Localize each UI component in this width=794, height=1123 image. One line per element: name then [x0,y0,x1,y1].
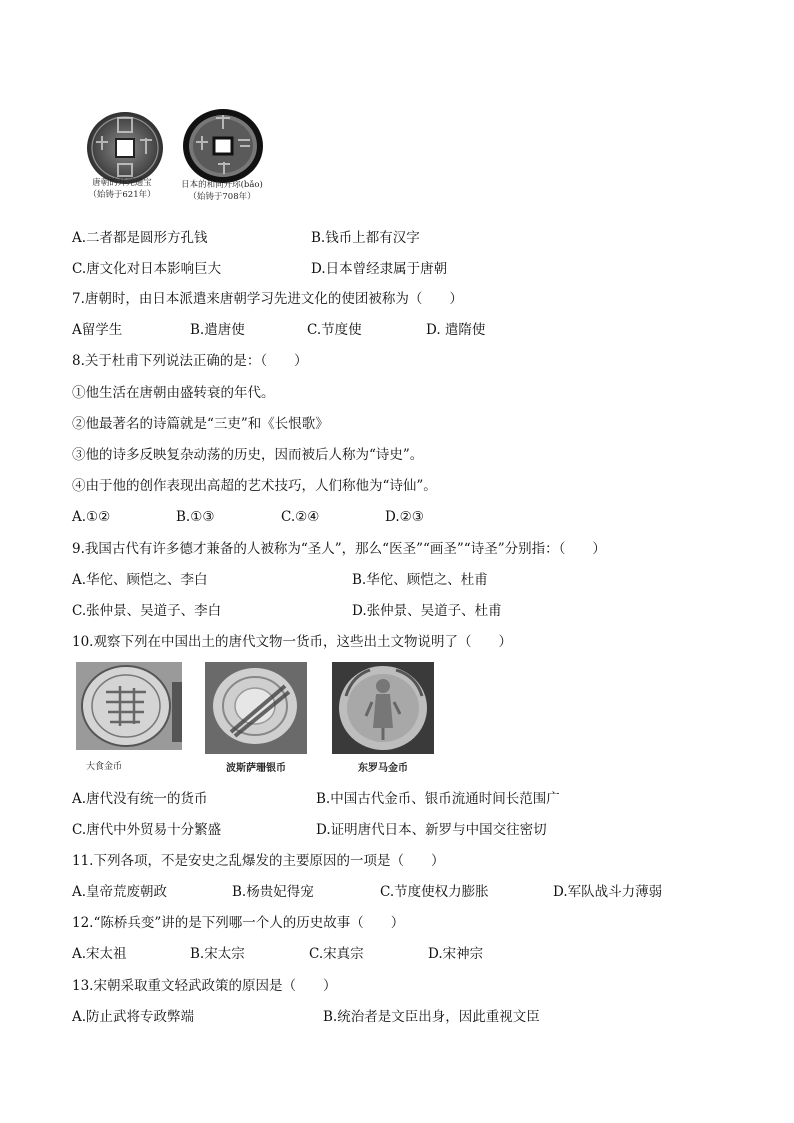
q8-statement-3: ③他的诗多反映复杂动荡的历史，因而被后人称为“诗史”。 [72,447,424,463]
wadokaichin-coin [178,106,268,186]
q6-option-d[interactable]: D.日本曾经隶属于唐朝 [311,261,448,277]
q11-option-c[interactable]: C.节度使权力膨胀 [380,884,489,900]
kaiyuan-tongbao-coin [80,108,170,188]
q9-option-a[interactable]: A.华佗、顾恺之、李白 [72,572,208,588]
coins-figure [76,102,272,210]
q11-option-a[interactable]: A.皇帝荒废朝政 [72,884,168,900]
q11-option-b[interactable]: B.杨贵妃得宠 [232,884,314,900]
dashi-gold-coin [76,662,182,750]
q8-option-a[interactable]: A.①② [72,509,111,525]
q8-option-d[interactable]: D.②③ [385,509,424,525]
japan-coin-caption-1: 日本的和同开珎(bǎo) [181,180,263,190]
q13-option-a[interactable]: A.防止武将专政弊端 [72,1009,195,1025]
byzantine-gold-coin-caption: 东罗马金币 [358,763,408,774]
q10-option-d[interactable]: D.证明唐代日本、新罗与中国交往密切 [316,822,547,838]
q8-option-b[interactable]: B.①③ [176,509,215,525]
q7-stem: 7.唐朝时，由日本派遣来唐朝学习先进文化的使团被称为（ ） [72,291,463,307]
q9-option-b[interactable]: B.华佗、顾恺之、杜甫 [352,572,488,588]
q13-stem: 13.宋朝采取重文轻武政策的原因是（ ） [72,978,337,994]
q8-statement-4: ④由于他的创作表现出高超的艺术技巧，人们称他为“诗仙”。 [72,478,437,494]
q9-option-c[interactable]: C.张仲景、吴道子、李白 [72,603,222,619]
q7-option-d[interactable]: D. 遣隋使 [426,322,486,338]
q8-stem: 8.关于杜甫下列说法正确的是：（ ） [72,353,308,369]
q9-stem: 9.我国古代有许多德才兼备的人被称为“圣人”，那么“医圣”“画圣”“诗圣”分别指：（ ） [72,541,606,557]
q9-option-d[interactable]: D.张仲景、吴道子、杜甫 [352,603,502,619]
q10-option-c[interactable]: C.唐代中外贸易十分繁盛 [72,822,222,838]
sasanian-silver-coin-caption: 波斯萨珊银币 [226,763,286,774]
dashi-gold-coin-caption: 大食金币 [85,762,122,772]
q7-option-c[interactable]: C.节度使 [307,322,362,338]
sasanian-silver-coin [205,662,307,754]
byzantine-gold-coin [332,662,434,754]
q10-stem: 10.观察下列在中国出土的唐代文物一货币，这些出土文物说明了（ ） [72,634,512,650]
q12-option-a[interactable]: A.宋太祖 [72,946,127,962]
q6-option-b[interactable]: B.钱币上都有汉字 [311,230,420,246]
q11-stem: 11.下列各项，不是安史之乱爆发的主要原因的一项是（ ） [72,853,445,869]
q7-option-a[interactable]: A留学生 [72,322,123,338]
q6-option-c[interactable]: C.唐文化对日本影响巨大 [72,261,222,277]
q7-option-b[interactable]: B.遣唐使 [190,322,245,338]
q13-option-b[interactable]: B.统治者是文臣出身，因此重视文臣 [323,1009,540,1025]
japan-coin-caption-2: （始铸于708年） [188,192,256,202]
q12-option-c[interactable]: C.宋真宗 [309,946,364,962]
q12-option-b[interactable]: B.宋太宗 [190,946,245,962]
q6-option-a[interactable]: A.二者都是圆形方孔钱 [72,230,208,246]
tang-coin-caption-2: （始铸于621年） [88,190,156,200]
q8-statement-1: ①他生活在唐朝由盛转衰的年代。 [72,385,275,401]
q8-statement-2: ②他最著名的诗篇就是“三吏”和《长恨歌》 [72,416,329,432]
q10-option-b[interactable]: B.中国古代金币、银币流通时间长范围广 [316,791,560,807]
q8-option-c[interactable]: C.②④ [281,509,320,525]
q10-option-a[interactable]: A.唐代没有统一的货币 [72,791,208,807]
q12-stem: 12.“陈桥兵变”讲的是下列哪一个人的历史故事（ ） [72,915,405,931]
foreign-coins-figure [76,662,436,778]
q11-option-d[interactable]: D.军队战斗力薄弱 [553,884,663,900]
tang-coin-caption-1: 唐朝的开元通宝 [92,178,152,188]
q12-option-d[interactable]: D.宋神宗 [428,946,484,962]
